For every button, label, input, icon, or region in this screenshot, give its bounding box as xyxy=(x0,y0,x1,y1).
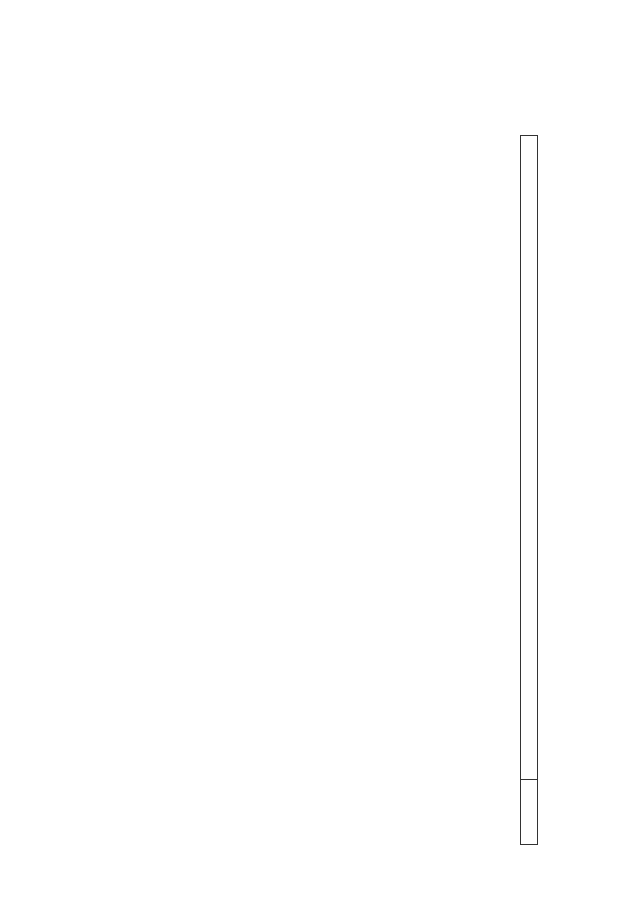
table-cell xyxy=(521,780,538,845)
section-header xyxy=(521,136,538,845)
budget-table xyxy=(520,135,538,845)
budget-sheet xyxy=(520,105,640,845)
table-row xyxy=(521,136,538,845)
section-title xyxy=(521,136,538,780)
rotated-content xyxy=(520,105,640,845)
